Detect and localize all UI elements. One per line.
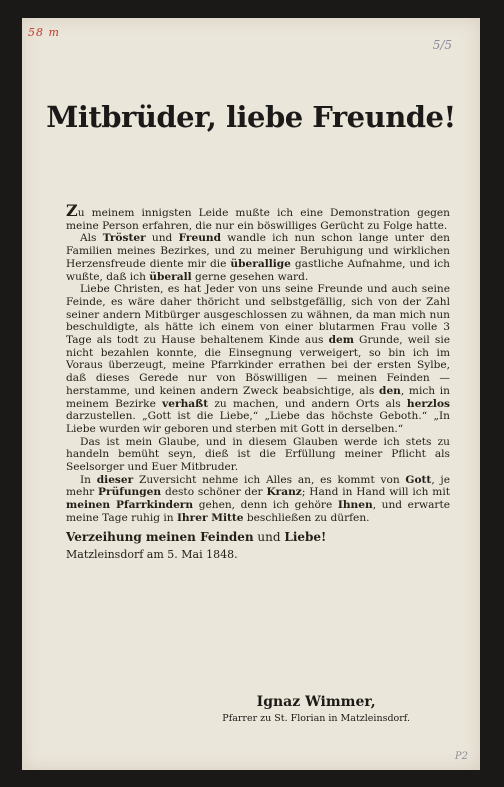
corner-pencil-mark: P2: [454, 751, 468, 762]
signatory-role: Pfarrer zu St. Florian in Matzleinsdorf.: [222, 713, 410, 724]
date-line: Matzleinsdorf am 5. Mai 1848.: [66, 548, 238, 562]
paragraph-3: Liebe Christen, es hat Jeder von uns seine Freunde und auch seine Feinde, es wäre daher thöricht und selbstgefällig, sich von der Zahl seiner andern Mitbürger ausgeschlossen zu wähnen, da man mich nun beschuldigte, als hätte ich einem von einer blutarmen Frau volle 3 Tage als todt zu Hause behaltenem Kinde aus dem Grunde, weil sie nicht bezahlen konnte, die Einsegnung verweigert, so bin ich im Voraus überzeugt, meine Pfarrkinder errathen bei der ersten Sylbe, daß dieses Gerede nur von Böswilligen — meinen Feinden — herstamme, und keinen andern Zweck beabsichtige, als den, mich in meinem Bezirke verhaßt zu machen, und andern Orts als herzlos darzustellen. „Gott ist die Liebe,“ „Liebe das höchste Geboth.“ „In Liebe wurden wir geboren und sterben mit Gott in derselben.“: [66, 283, 450, 435]
initial-letter: Z: [66, 201, 78, 220]
poster-sheet: [22, 18, 480, 770]
handwritten-margin-note: 58 m: [28, 26, 60, 39]
paragraph-4: Das ist mein Glaube, und in diesem Glauben werde ich stets zu handeln bemüht seyn, dieß ist die Erfüllung meiner Pflicht als Seelsorger und Euer Mitbruder.: [66, 435, 450, 474]
signature-block: [222, 694, 410, 724]
paragraph-5: In dieser Zuversicht nehme ich Alles an, es kommt von Gott, je mehr Prüfungen desto schöner der Kranz; Hand in Hand will ich mit meinen Pfarrkindern gehen, denn ich gehöre Ihnen, und erwarte meine Tage ruhig in Ihrer Mitte beschließen zu dürfen.: [66, 473, 451, 524]
closing-slogan: Verzeihung meinen Feinden und Liebe!: [66, 529, 327, 544]
signatory-name: Ignaz Wimmer,: [256, 694, 376, 710]
archive-number: 5/5: [432, 38, 452, 52]
poster-body: [66, 201, 451, 562]
paragraph-1: Zu meinem innigsten Leide mußte ich eine Demonstration gegen meine Person erfahren, die nur ein böswilliges Gerücht zu Folge hatte.: [66, 201, 450, 232]
paragraph-2: Als Tröster und Freund wandle ich nun schon lange unter den Familien meines Bezirkes, und zu meiner Beruhigung und wirklichen Herzensfreude diente mir die überallige gastliche Aufnahme, und ich wußte, daß ich überall gerne gesehen ward.: [66, 232, 450, 283]
poster-title: Mitbrüder, liebe Freunde!: [46, 100, 456, 134]
